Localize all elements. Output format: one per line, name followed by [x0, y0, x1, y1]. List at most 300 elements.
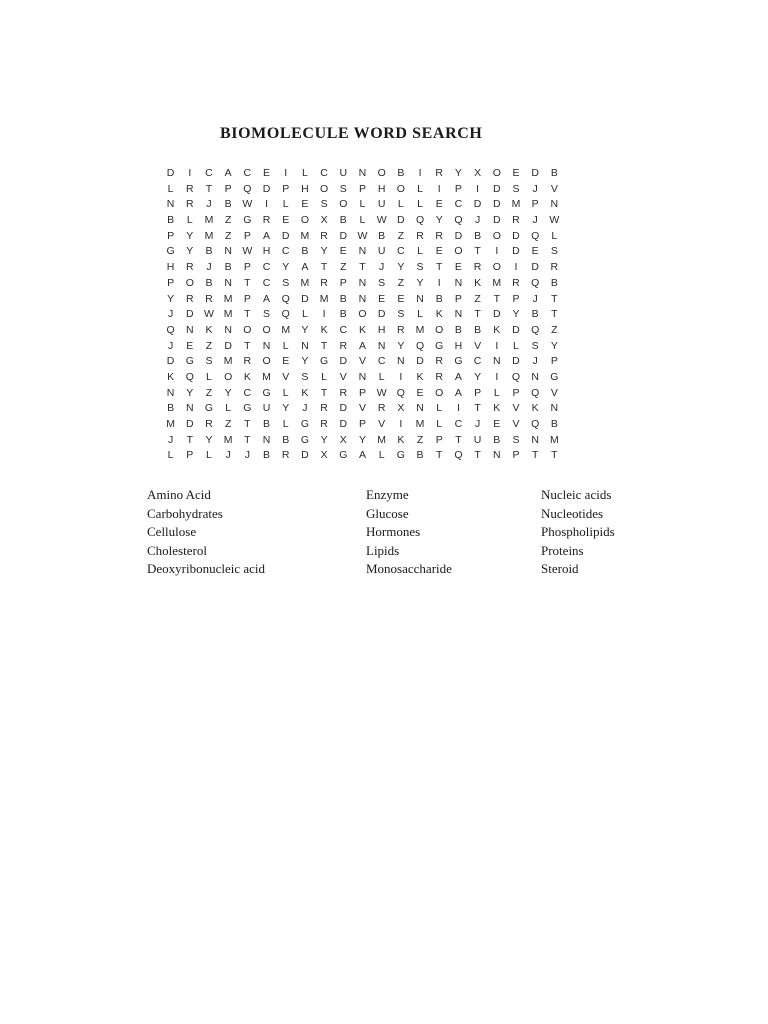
grid-letter: Q [396, 386, 405, 399]
grid-letter: E [493, 418, 501, 430]
grid-letter: K [531, 402, 539, 415]
grid-letter: C [397, 245, 405, 258]
grid-letter: X [320, 214, 328, 227]
grid-letter: R [435, 355, 444, 368]
grid-letter: N [358, 167, 367, 179]
grid-letter: O [358, 308, 367, 321]
grid-letter: N [185, 323, 194, 336]
grid-letter: D [301, 449, 309, 462]
grid-letter: P [454, 182, 462, 195]
grid-letter: B [301, 245, 309, 258]
grid-letter: C [339, 323, 348, 336]
grid-letter: I [188, 167, 192, 179]
grid-letter: K [301, 386, 309, 399]
grid-letter: V [339, 370, 347, 383]
grid-letter: R [339, 339, 348, 352]
grid-letter: E [282, 214, 290, 227]
grid-letter: K [397, 433, 405, 446]
grid-letter: D [492, 308, 501, 321]
grid-letter: L [436, 402, 443, 415]
grid-letter: M [492, 276, 502, 289]
grid-letter: D [281, 229, 290, 242]
grid-letter: I [437, 182, 441, 195]
grid-letter: T [551, 308, 558, 321]
grid-letter: I [399, 370, 403, 383]
grid-letter: P [243, 292, 251, 305]
word-list-item: Monosaccharide [366, 561, 452, 577]
grid-letter: B [454, 323, 462, 336]
grid-letter: W [549, 214, 560, 227]
grid-letter: C [454, 198, 463, 211]
grid-letter: R [435, 229, 444, 242]
grid-letter: T [205, 182, 213, 195]
grid-letter: H [301, 182, 309, 195]
grid-letter: K [474, 276, 482, 289]
grid-letter: S [512, 433, 520, 446]
grid-letter: E [263, 167, 271, 179]
grid-letter: G [550, 370, 559, 383]
grid-letter: L [397, 198, 404, 211]
grid-letter: M [223, 355, 233, 368]
grid-letter: J [225, 449, 231, 462]
grid-letter: Q [415, 214, 425, 227]
grid-letter: L [167, 449, 174, 462]
grid-letter: M [262, 370, 271, 383]
grid-letter: D [512, 355, 520, 368]
grid-letter: G [262, 386, 271, 399]
grid-letter: R [281, 449, 290, 462]
grid-letter: S [397, 308, 405, 321]
grid-letter: X [397, 402, 405, 415]
grid-letter: N [492, 355, 501, 368]
word-column-2 [366, 486, 452, 579]
grid-letter: Z [224, 214, 232, 227]
grid-letter: T [244, 418, 251, 430]
grid-letter: M [300, 229, 310, 242]
grid-letter: Y [320, 433, 328, 446]
grid-letter: J [167, 308, 174, 321]
grid-letter: L [282, 386, 289, 399]
grid-letter: C [320, 167, 328, 179]
grid-letter: E [378, 292, 386, 305]
grid-letter: P [224, 182, 232, 195]
grid-letter: P [531, 198, 539, 211]
grid-letter: C [205, 167, 213, 179]
grid-letter: Y [454, 167, 462, 179]
grid-letter: U [339, 167, 348, 179]
word-list-item: Lipids [366, 542, 400, 558]
grid-letter: V [358, 402, 366, 415]
grid-letter: R [185, 198, 194, 211]
grid-letter: E [301, 198, 309, 211]
grid-letter: S [282, 276, 290, 289]
grid-letter: Q [243, 182, 252, 195]
grid-letter: D [339, 229, 348, 242]
grid-letter: J [244, 449, 250, 462]
grid-letter: Q [415, 339, 425, 352]
grid-letter: E [186, 339, 194, 352]
grid-letter: I [514, 261, 518, 274]
grid-letter: D [512, 245, 520, 258]
grid-letter: H [377, 182, 386, 195]
grid-letter: C [243, 386, 252, 399]
grid-letter: I [456, 402, 460, 415]
grid-letter: Y [186, 386, 194, 399]
grid-letter: E [512, 167, 520, 179]
grid-letter: J [167, 433, 174, 446]
grid-letter: Z [340, 261, 347, 274]
grid-letter: N [416, 402, 424, 415]
grid-letter: N [262, 339, 271, 352]
grid-letter: A [358, 339, 366, 352]
grid-letter: J [302, 402, 308, 415]
grid-letter: Y [358, 433, 366, 446]
grid-letter: K [435, 308, 443, 321]
grid-letter: H [262, 245, 271, 258]
grid-letter: N [166, 386, 175, 399]
grid-letter: N [397, 355, 405, 368]
grid-letter: B [224, 261, 232, 274]
grid-letter: S [378, 276, 386, 289]
grid-letter: I [495, 339, 499, 352]
grid-letter: D [492, 214, 501, 227]
word-list-item: Carbohydrates [147, 505, 223, 521]
grid-letter: J [532, 292, 538, 305]
grid-letter: V [550, 386, 558, 399]
grid-letter: N [416, 292, 424, 305]
grid-letter: J [167, 339, 174, 352]
word-list-item: Phospholipids [541, 524, 615, 540]
grid-letter: Z [224, 229, 232, 242]
grid-letter: T [244, 308, 251, 321]
grid-letter: I [495, 245, 499, 258]
grid-letter: O [492, 167, 501, 179]
grid-letter: P [512, 449, 520, 462]
grid-letter: O [185, 276, 194, 289]
grid-letter: D [531, 167, 539, 179]
grid-letter: S [263, 308, 271, 321]
grid-letter: K [358, 323, 366, 336]
grid-letter: W [204, 308, 214, 321]
grid-letter: D [397, 214, 405, 227]
grid-letter: V [512, 418, 520, 430]
grid-letter: T [359, 261, 366, 274]
grid-letter: C [377, 355, 386, 368]
grid-letter: P [339, 276, 347, 289]
grid-letter: M [549, 433, 559, 446]
grid-letter: R [185, 261, 194, 274]
grid-letter: B [474, 323, 482, 336]
grid-letter: B [339, 292, 347, 305]
grid-letter: L [301, 308, 308, 321]
grid-letter: R [185, 182, 194, 195]
grid-letter: L [282, 198, 289, 211]
grid-letter: G [320, 355, 329, 368]
grid-letter: L [551, 229, 558, 242]
word-list-item: Cellulose [147, 524, 197, 540]
grid-letter: V [358, 355, 366, 368]
grid-letter: A [224, 167, 232, 179]
grid-letter: P [358, 418, 366, 430]
grid-letter: K [243, 370, 251, 383]
word-list-item: Steroid [541, 561, 579, 577]
grid-letter: Z [205, 386, 213, 399]
grid-letter: K [493, 402, 501, 415]
grid-letter: R [550, 261, 559, 274]
grid-letter: P [243, 261, 251, 274]
grid-letter: Y [205, 433, 213, 446]
grid-letter: R [262, 214, 271, 227]
grid-letter: G [166, 245, 175, 258]
grid-letter: X [474, 167, 482, 179]
grid-letter: Q [185, 370, 194, 383]
grid-letter: Y [416, 276, 424, 289]
grid-letter: E [531, 245, 539, 258]
grid-letter: S [339, 182, 347, 195]
grid-letter: C [262, 276, 271, 289]
grid-letter: D [224, 339, 232, 352]
grid-letter: K [167, 370, 175, 383]
grid-letter: O [224, 370, 233, 383]
grid-letter: Q [531, 418, 540, 430]
grid-letter: S [512, 182, 520, 195]
grid-letter: Q [281, 292, 290, 305]
grid-letter: U [473, 433, 482, 446]
word-list-item: Nucleotides [541, 505, 604, 521]
grid-letter: O [377, 167, 386, 179]
grid-letter: Z [397, 229, 405, 242]
grid-letter: O [435, 323, 444, 336]
grid-letter: P [167, 229, 175, 242]
grid-letter: O [243, 323, 252, 336]
word-list-item: Amino Acid [147, 487, 211, 502]
grid-letter: Y [186, 245, 194, 258]
grid-letter: J [206, 198, 212, 211]
grid-letter: P [358, 182, 366, 195]
grid-letter: T [531, 449, 539, 462]
grid-letter: M [223, 308, 233, 321]
grid-letter: S [416, 261, 424, 274]
grid-letter: B [167, 402, 175, 415]
grid-letter: R [397, 323, 405, 336]
grid-letter: M [223, 292, 233, 305]
grid-letter: E [282, 355, 290, 368]
grid-letter: B [282, 433, 290, 446]
grid-letter: C [281, 245, 290, 258]
grid-letter: L [417, 182, 423, 195]
grid-letter: N [224, 323, 232, 336]
grid-letter: K [493, 323, 501, 336]
grid-letter: R [473, 261, 482, 274]
grid-letter: S [320, 198, 328, 211]
grid-letter: R [320, 402, 328, 415]
grid-letter: J [532, 355, 538, 368]
grid-letter: B [263, 418, 271, 430]
grid-letter: Y [224, 386, 232, 399]
grid-letter: X [339, 433, 347, 446]
grid-letter: N [224, 276, 232, 289]
grid-letter: O [262, 323, 271, 336]
grid-letter: H [454, 339, 463, 352]
grid-letter: L [417, 198, 423, 211]
grid-letter: V [378, 418, 386, 430]
grid-letter: Q [454, 449, 463, 462]
grid-letter: N [492, 449, 501, 462]
grid-letter: R [320, 276, 328, 289]
grid-letter: G [185, 355, 194, 368]
word-list-item: Enzyme [366, 487, 409, 502]
grid-letter: R [512, 276, 520, 289]
grid-letter: O [435, 386, 444, 399]
grid-letter: V [474, 339, 482, 352]
grid-letter: Q [454, 214, 463, 227]
grid-letter: L [301, 167, 308, 179]
grid-letter: A [454, 386, 462, 399]
grid-letter: E [454, 261, 462, 274]
grid-letter: Y [474, 370, 482, 383]
grid-letter: D [185, 308, 194, 321]
grid-letter: B [550, 167, 558, 179]
grid-letter: L [417, 245, 423, 258]
grid-letter: A [454, 370, 462, 383]
grid-letter: L [206, 449, 212, 462]
grid-letter: I [437, 276, 441, 289]
grid-letter: L [436, 418, 443, 430]
grid-letter: P [474, 386, 482, 399]
grid-letter: D [185, 418, 194, 430]
grid-letter: Q [531, 323, 540, 336]
grid-letter: W [357, 229, 368, 242]
grid-letter: R [185, 292, 194, 305]
grid-letter: E [435, 245, 443, 258]
grid-letter: T [186, 433, 193, 446]
grid-letter: Y [397, 339, 405, 352]
word-list-item: Hormones [366, 524, 421, 540]
grid-letter: T [474, 402, 481, 415]
grid-letter: L [282, 339, 289, 352]
grid-letter: J [474, 418, 481, 430]
grid-letter: B [205, 276, 213, 289]
grid-letter: D [339, 418, 348, 430]
grid-letter: L [417, 308, 423, 321]
grid-letter: I [284, 167, 288, 179]
grid-letter: D [339, 402, 348, 415]
grid-letter: I [476, 182, 480, 195]
grid-letter: R [435, 167, 444, 179]
grid-letter: R [435, 370, 444, 383]
grid-letter: D [531, 261, 539, 274]
grid-letter: Q [531, 276, 540, 289]
grid-letter: J [532, 214, 538, 227]
grid-letter: K [205, 323, 213, 336]
grid-letter: N [454, 308, 463, 321]
grid-letter: T [244, 276, 251, 289]
grid-letter: N [224, 245, 232, 258]
grid-letter: L [378, 449, 385, 462]
grid-letter: V [282, 370, 290, 383]
word-column-3 [541, 486, 615, 579]
grid-letter: I [418, 167, 422, 179]
grid-letter: N [358, 276, 367, 289]
grid-letter: Z [474, 292, 481, 305]
grid-letter: Z [205, 339, 213, 352]
grid-letter: T [436, 261, 443, 274]
grid-letter: Y [301, 323, 309, 336]
grid-letter: P [512, 386, 520, 399]
grid-letter: W [242, 245, 253, 258]
grid-letter: G [454, 355, 463, 368]
grid-letter: J [474, 214, 481, 227]
grid-letter: B [339, 308, 347, 321]
grid-letter: P [550, 355, 558, 368]
grid-letter: O [339, 198, 348, 211]
grid-letter: H [377, 323, 386, 336]
grid-letter: N [185, 402, 194, 415]
grid-letter: M [204, 229, 214, 242]
grid-letter: P [186, 449, 194, 462]
grid-letter: V [512, 402, 520, 415]
grid-letter: T [493, 292, 500, 305]
grid-letter: C [454, 418, 463, 430]
grid-letter: G [435, 339, 444, 352]
grid-letter: O [492, 261, 501, 274]
grid-letter: T [244, 339, 251, 352]
grid-letter: Z [551, 323, 558, 336]
grid-letter: D [473, 198, 482, 211]
grid-letter: B [531, 308, 539, 321]
grid-letter: T [244, 433, 251, 446]
grid-letter: B [435, 292, 443, 305]
grid-letter: R [339, 386, 348, 399]
grid-letter: V [550, 182, 558, 195]
grid-letter: D [416, 355, 424, 368]
grid-letter: M [415, 323, 425, 336]
grid-letter: O [492, 229, 501, 242]
grid-letter: Z [397, 276, 405, 289]
word-column-1 [147, 486, 265, 579]
grid-letter: H [166, 261, 175, 274]
grid-letter: R [205, 418, 213, 430]
grid-letter: M [223, 433, 233, 446]
grid-letter: M [300, 276, 310, 289]
grid-letter: J [379, 261, 385, 274]
grid-letter: N [358, 370, 367, 383]
grid-letter: E [416, 386, 424, 399]
grid-letter: Y [301, 355, 309, 368]
grid-letter: M [281, 323, 291, 336]
grid-letter: L [186, 214, 193, 227]
grid-letter: Y [435, 214, 443, 227]
word-list-item: Proteins [541, 542, 584, 558]
grid-letter: Q [166, 323, 175, 336]
grid-letter: N [166, 198, 175, 211]
grid-letter: D [301, 292, 309, 305]
grid-letter: L [282, 418, 289, 430]
grid-letter: Z [416, 433, 424, 446]
grid-letter: D [377, 308, 386, 321]
grid-letter: O [454, 245, 463, 258]
grid-letter: I [399, 418, 403, 430]
letter-grid [161, 166, 564, 464]
grid-letter: R [416, 229, 424, 242]
grid-letter: L [167, 182, 174, 195]
grid-letter: L [513, 339, 519, 352]
grid-letter: O [300, 214, 309, 227]
grid-letter: T [474, 449, 481, 462]
grid-letter: Z [224, 418, 232, 430]
grid-letter: U [262, 402, 271, 415]
grid-letter: P [243, 229, 251, 242]
